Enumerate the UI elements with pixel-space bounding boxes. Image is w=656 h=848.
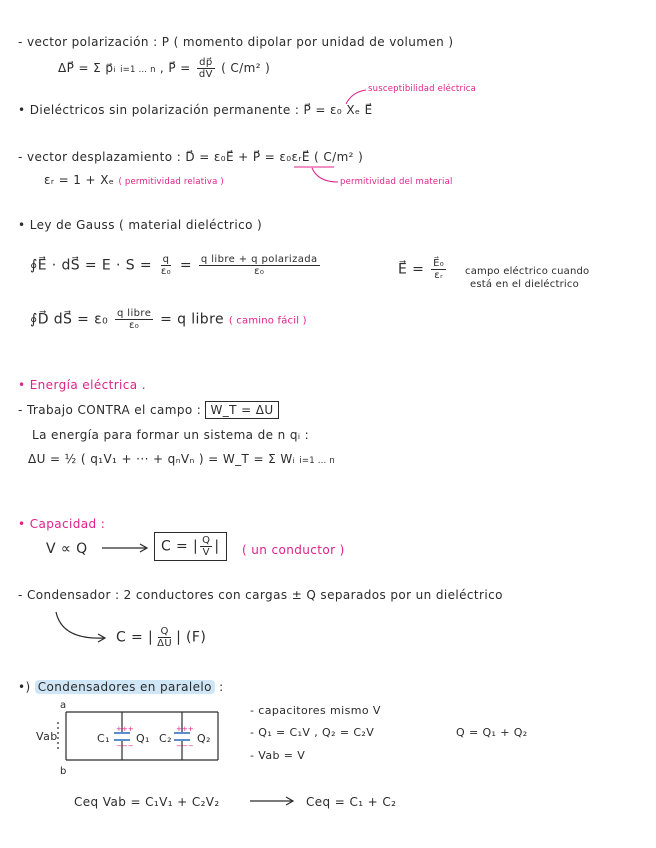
parallel-note-3: - Vab = V	[250, 749, 306, 762]
q2-label: Q₂	[197, 732, 211, 745]
svg-text:−−−: −−−	[116, 742, 134, 750]
capacitor-plates	[114, 733, 190, 740]
condenser-line: - Condensador : 2 conductores con cargas ± Q separados por un dieléctrico	[18, 588, 503, 602]
q1-label: Q₁	[136, 732, 150, 745]
parallel-note-1: - capacitores mismo V	[250, 704, 381, 717]
q-total-over-e0: $\frac{\text{q libre + q polarizada}}{\text{ε₀}}$	[200, 254, 318, 277]
easy-path-note: ( camino fácil )	[228, 315, 307, 327]
gauss-title: • Ley de Gauss ( material dieléctrico )	[18, 218, 263, 232]
parallel-note-2: - Q₁ = C₁V , Q₂ = C₂V	[250, 726, 375, 739]
node-b: b	[60, 766, 67, 777]
condenser-arrow	[56, 612, 104, 638]
energy-title: • Energía eléctrica .	[18, 378, 146, 392]
energy-sum-line: ΔU = ½ ( q₁V₁ + ··· + qₙVₙ ) = W_T = Σ Wᵢ i=1 … n	[28, 452, 335, 466]
parallel-note-2b: Q = Q₁ + Q₂	[456, 726, 528, 739]
q-over-e0: $\frac{q}{\text{ε₀}}$	[160, 254, 172, 277]
plate-charges	[116, 725, 194, 750]
dp-dv-fraction: $\frac{dp⃗}{dV}$	[198, 57, 213, 80]
p-eq-prefix: , P⃗ =	[159, 61, 191, 75]
displacement-line: - vector desplazamiento : D⃗ = ε₀E⃗ + P⃗ = ε₀εᵣE⃗ ( C/m² )	[18, 150, 364, 164]
energy-system-line: La energía para formar un sistema de n qᵢ :	[32, 428, 310, 442]
svg-text:+++: +++	[116, 725, 134, 733]
c1-label: C₁	[97, 732, 110, 745]
permittivity-arrow	[312, 168, 338, 182]
condenser-eq: C = | $\frac{Q}{\Delta U}$ | (F)	[116, 626, 207, 649]
efield-dielectric-eq: E⃗ = $\frac{\text{E⃗₀}}{\text{εᵣ}}$	[398, 258, 445, 281]
parallel-circuit	[58, 712, 218, 760]
delta-p-eq: ΔP⃗ = Σ p⃗ᵢ	[58, 61, 116, 75]
node-a: a	[60, 700, 67, 711]
material-permittivity-note: permitividad del material	[340, 177, 453, 187]
one-conductor-note: ( un conductor )	[242, 543, 345, 557]
capacity-box: C = | $\frac{Q}{V}$ |	[154, 532, 227, 561]
ceq-line-b: Ceq = C₁ + C₂	[306, 795, 397, 809]
c2-label: C₂	[159, 732, 172, 745]
vab-label: Vab	[36, 730, 58, 743]
dielectric-line: • Dieléctricos sin polarización permanente : P⃗ = ε₀ Xₑ E⃗	[18, 103, 373, 117]
proportional: V ∝ Q	[46, 541, 88, 557]
polarization-vector-line: - vector polarización : P ( momento dipolar por unidad de volumen )	[18, 35, 454, 49]
parallel-title: Condensadores en paralelo	[35, 680, 215, 694]
efield-note-2: está en el dieléctrico	[470, 279, 579, 290]
gauss-eq2: ∮D⃗ dS⃗ = ε₀ $\frac{\text{q libre}}{\text{ε₀}}$ = q libre ( camino fácil )	[30, 308, 307, 331]
parallel-title-line: •) Condensadores en paralelo :	[18, 680, 224, 694]
er-note: ( permitividad relativa )	[118, 177, 224, 187]
susceptibility-annotation: susceptibilidad eléctrica	[368, 84, 476, 94]
ceq-line-a: Ceq Vab = C₁V₁ + C₂V₂	[74, 795, 220, 809]
work-line: - Trabajo CONTRA el campo : W_T = ΔU	[18, 403, 279, 417]
units: ( C/m² )	[221, 61, 271, 75]
work-box: W_T = ΔU	[205, 401, 278, 419]
gauss-eq1: ∮E⃗ · dS⃗ = E · S = $\frac{q}{\text{ε₀}}$ = $\frac{\text{q libre + q polarizada}}{\text{ε₀}}$	[30, 254, 318, 277]
svg-text:−−−: −−−	[176, 742, 194, 750]
efield-note-1: campo eléctrico cuando	[465, 266, 590, 277]
susceptibility-arrow	[346, 90, 366, 104]
capacity-title: • Capacidad :	[18, 517, 106, 531]
er-eq: εᵣ = 1 + Xₑ	[44, 173, 115, 187]
sum-limits: i=1 … n	[120, 65, 156, 75]
svg-text:+++: +++	[176, 725, 194, 733]
